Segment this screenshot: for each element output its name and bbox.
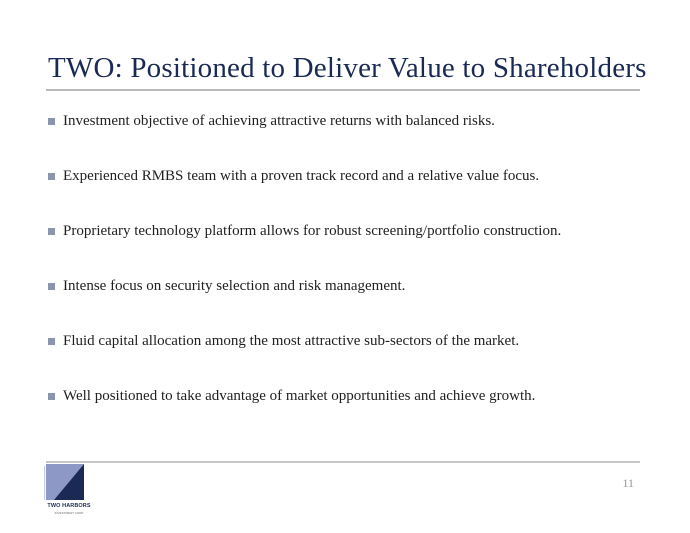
bullet-text: Well positioned to take advantage of market opportunities and achieve growth. [63,388,536,404]
footer-divider [46,461,640,463]
page-number: 11 [622,476,634,490]
bullet-item [48,167,561,222]
bullet-marker-icon [48,118,55,125]
bullet-marker-icon [48,228,55,235]
title-divider [46,89,640,91]
bullet-list [48,112,561,442]
bullet-item [48,222,561,277]
bullet-text: Experienced RMBS team with a proven track record and a relative value focus. [63,168,540,184]
bullet-item [48,277,561,332]
logo-name: TWO HARBORS [47,503,91,509]
bullet-text: Fluid capital allocation among the most attractive sub-sectors of the market. [63,333,520,349]
bullet-marker-icon [48,338,55,345]
bullet-item [48,387,561,442]
slide-title: TWO: Positioned to Deliver Value to Shareholders [48,52,647,84]
bullet-text: Investment objective of achieving attractive returns with balanced risks. [63,113,495,129]
bullet-marker-icon [48,283,55,290]
bullet-item [48,332,561,387]
two-harbors-logo-icon [44,464,94,526]
bullet-text: Proprietary technology platform allows for robust screening/portfolio construction. [63,223,562,239]
bullet-text: Intense focus on security selection and risk management. [63,278,406,294]
bullet-item [48,112,561,167]
logo-tagline: INVESTMENT CORP [54,511,84,515]
bullet-marker-icon [48,173,55,180]
bullet-marker-icon [48,393,55,400]
